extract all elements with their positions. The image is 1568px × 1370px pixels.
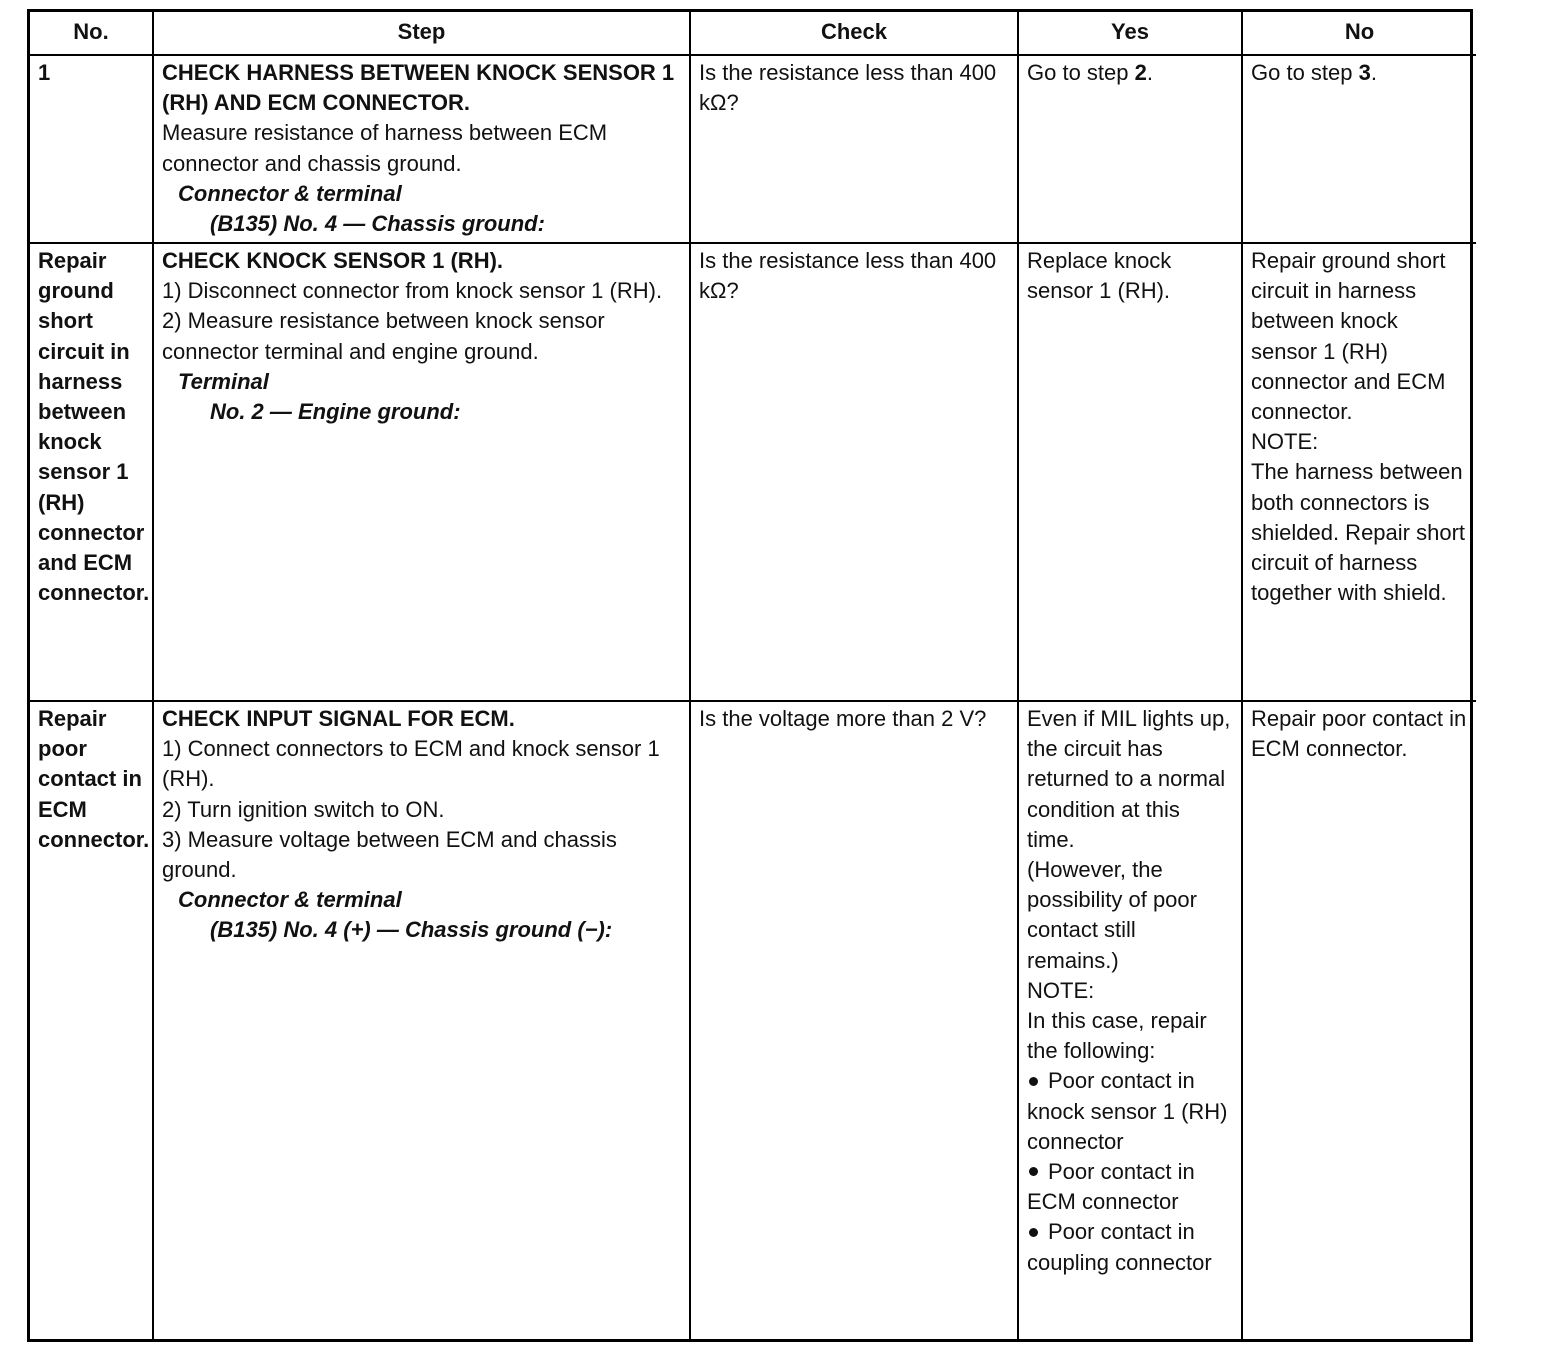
note-text: The harness between both connectors is shielded. Repair short circuit of harness together with shield.: [1251, 459, 1466, 606]
table-row: [30, 701, 1476, 1339]
step-title: CHECK KNOCK SENSOR 1 (RH).: [162, 248, 504, 273]
bullet-text: Poor contact in knock sensor 1 (RH) connector: [1027, 1068, 1228, 1154]
step-cell: [153, 701, 690, 1339]
no-step-ref: 3: [1358, 60, 1371, 85]
step-line: 1) Connect connectors to ECM and knock sensor 1 (RH).: [162, 736, 660, 792]
note-label: NOTE:: [1027, 977, 1095, 1003]
note-label: NOTE:: [1251, 429, 1319, 455]
yes-cell: [1018, 55, 1242, 243]
step-lead: Connector & terminal: [178, 180, 402, 206]
step-line: 1) Disconnect connector from knock sensor 1 (RH).: [162, 278, 663, 304]
bullet-text: Poor contact in coupling connector: [1027, 1219, 1212, 1275]
step-sub: No. 2 — Engine ground:: [210, 399, 461, 425]
no-text: Go to step: [1251, 60, 1359, 85]
no-suffix: .: [1370, 60, 1377, 85]
bullet-icon: [1029, 1228, 1038, 1237]
no-cell: [1242, 243, 1476, 701]
step-cell: [153, 55, 690, 243]
yes-text: Even if MIL lights up, the circuit has returned to a normal condition at this time.: [1027, 706, 1231, 852]
bullet-icon: [1029, 1077, 1038, 1086]
yes-suffix: .: [1146, 60, 1153, 85]
no-cell: Repair poor contact in ECM connector.: [1242, 701, 1476, 1339]
step-cell: [153, 243, 690, 701]
step-sub: (B135) No. 4 (+) — Chassis ground (−):: [210, 917, 613, 943]
bullet-item: [1027, 1066, 1233, 1157]
header-yes: Yes: [1018, 12, 1242, 55]
no-cell: [1242, 55, 1476, 243]
row-number: Repair poor contact in ECM connector.: [30, 701, 153, 1339]
header-check: Check: [690, 12, 1018, 55]
table-row: [30, 55, 1476, 243]
header-no: No.: [30, 12, 153, 55]
yes-extra: (However, the possibility of poor contact still remains.): [1027, 857, 1197, 973]
check-cell: Is the resistance less than 400 kΩ?: [690, 243, 1018, 701]
step-lead: Connector & terminal: [178, 887, 402, 913]
check-cell: Is the resistance less than 400 kΩ?: [690, 55, 1018, 243]
yes-cell: Replace knock sensor 1 (RH).: [1018, 243, 1242, 701]
no-text: Repair ground short circuit in harness between knock sensor 1 (RH) connector and ECM connector.: [1251, 248, 1446, 425]
bullet-icon: [1029, 1167, 1038, 1176]
step-sub: (B135) No. 4 — Chassis ground:: [210, 211, 545, 237]
bullet-text: Poor contact in ECM connector: [1027, 1159, 1195, 1215]
yes-cell: [1018, 701, 1242, 1339]
header-step: Step: [153, 12, 690, 55]
bullet-item: [1027, 1157, 1233, 1217]
yes-text: Go to step: [1027, 60, 1135, 85]
step-title: CHECK HARNESS BETWEEN KNOCK SENSOR 1 (RH) AND ECM CONNECTOR.: [162, 60, 675, 116]
table-row: [30, 243, 1476, 701]
row-number: Repair ground short circuit in harness between knock sensor 1 (RH) connector and ECM connector.: [30, 243, 153, 701]
step-line: 2) Turn ignition switch to ON.: [162, 796, 445, 822]
header-no-result: No: [1242, 12, 1476, 55]
bullet-item: [1027, 1217, 1233, 1277]
step-line: 2) Measure resistance between knock sensor connector terminal and engine ground.: [162, 308, 605, 364]
note-text: In this case, repair the following:: [1027, 1008, 1207, 1064]
step-title: CHECK INPUT SIGNAL FOR ECM.: [162, 706, 515, 731]
header-row: [30, 12, 1476, 55]
row-number: 1: [30, 55, 153, 243]
step-line: Measure resistance of harness between ECM connector and chassis ground.: [162, 120, 608, 176]
yes-step-ref: 2: [1134, 60, 1147, 85]
check-cell: Is the voltage more than 2 V?: [690, 701, 1018, 1339]
step-lead: Terminal: [178, 368, 269, 394]
step-line: 3) Measure voltage between ECM and chassis ground.: [162, 826, 617, 883]
diagnostic-table-sheet: [27, 9, 1473, 1342]
diagnostic-table: [30, 12, 1476, 1339]
